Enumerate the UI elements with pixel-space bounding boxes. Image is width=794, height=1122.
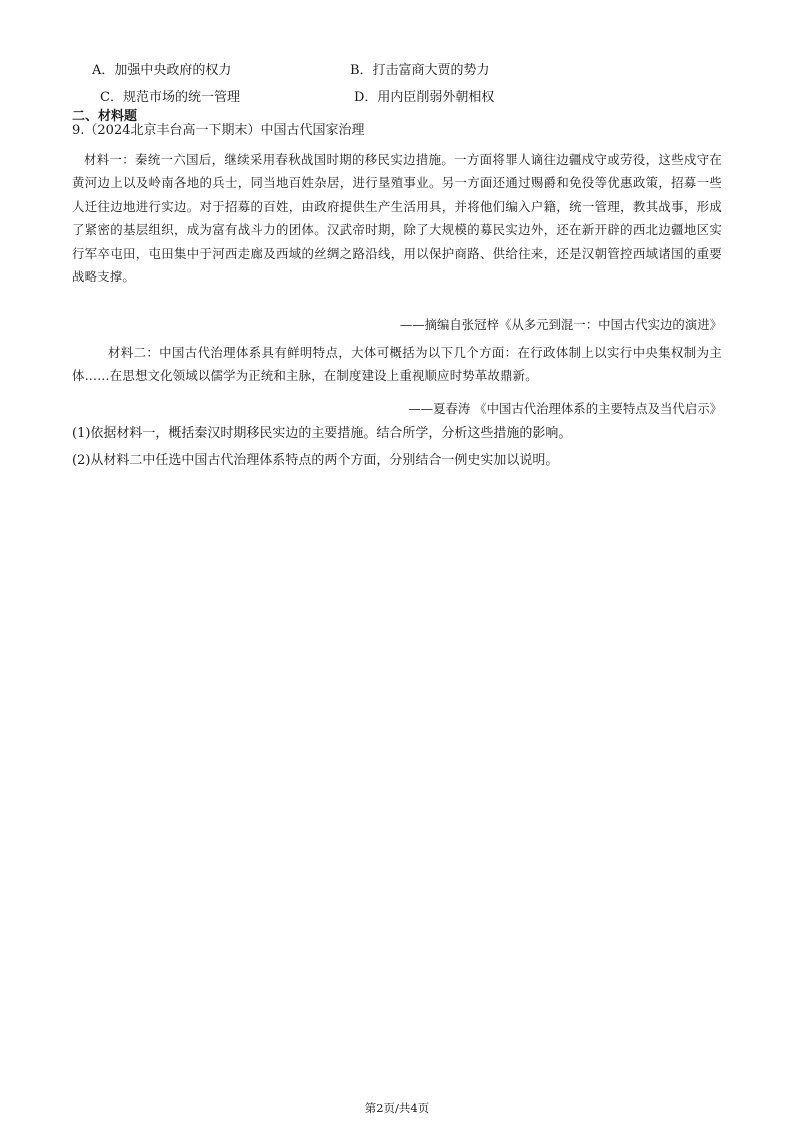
sub-question-2: (2)从材料二中任选中国古代治理体系特点的两个方面，分别结合一例史实加以说明。 bbox=[72, 453, 559, 468]
material-one-source: ——摘编自张冠梓《从多元到混一：中国古代实边的演进》 bbox=[399, 317, 722, 332]
option-b: B．打击富商大贾的势力 bbox=[350, 63, 490, 78]
section-title: 二、材料题 bbox=[72, 109, 138, 124]
page-footer: 第2页/共4页 bbox=[364, 1101, 430, 1115]
option-c: C．规范市场的统一管理 bbox=[100, 90, 240, 105]
question-title: 9.（2024北京丰台高一下期末）中国古代国家治理 bbox=[72, 123, 365, 138]
option-a: A．加强中央政府的权力 bbox=[92, 63, 232, 78]
material-two: 材料二：中国古代治理体系具有鲜明特点，大体可概括为以下几个方面：在行政体制上以实行中央集权制为主体……在思想文化领域以儒学为正统和主脉，在制度建设上重视顺应时势革故鼎新。 bbox=[72, 345, 722, 384]
sub-question-1: (1)依据材料一，概括秦汉时期移民实边的主要措施。结合所学，分析这些措施的影响。 bbox=[72, 426, 572, 441]
option-d: D．用内臣削弱外朝相权 bbox=[354, 90, 495, 105]
material-two-source: ——夏春涛 《中国古代治理体系的主要特点及当代启示》 bbox=[408, 401, 722, 416]
material-one: 材料一：秦统一六国后，继续采用春秋战国时期的移民实边措施。一方面将罪人谪往边疆戍守或劳役，这些戍守在黄河边上以及岭南各地的兵士，同当地百姓杂居，进行垦殖事业。另一方面还通过赐爵和免役等优惠政策，招募一些人迁往边地进行实边。对于招募的百姓，由政府提供生产生活用具，并将他们编入户籍，统一管理，教其战事，形成了紧密的基层组织，成为富有战斗力的团体。汉武帝时期，除了大规模的募民实边外，还在新开辟的西北边疆地区实行军卒屯田，屯田集中于河西走廊及西域的丝绸之路沿线，用以保护商路、供给往来，还是汉朝管控西域诸国的重要战略支撑。 bbox=[72, 152, 722, 285]
